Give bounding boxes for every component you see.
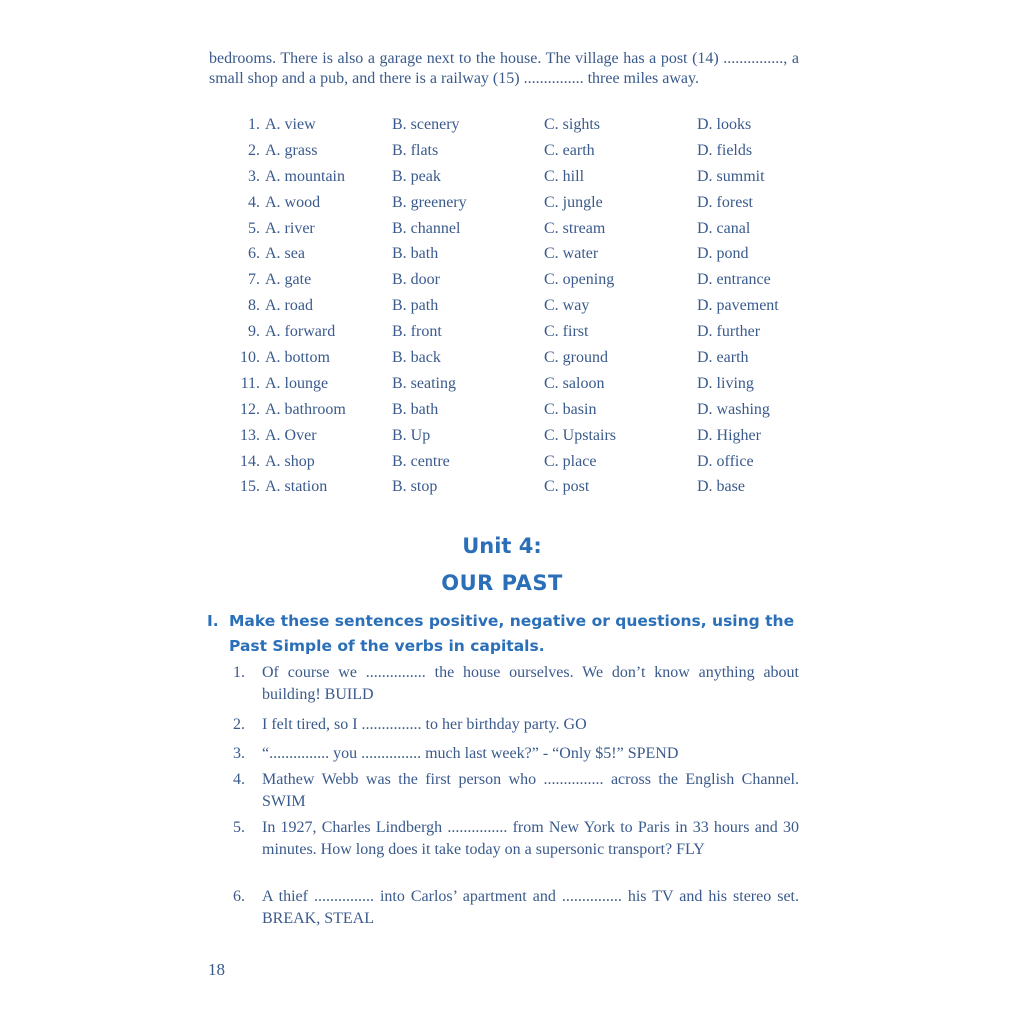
item-text: Of course we ............... the house ourselves. We don’t know anything about building! BUILD <box>262 664 799 703</box>
option-b: B. channel <box>392 219 461 237</box>
option-row <box>234 400 814 426</box>
option-number: 2. <box>248 141 260 159</box>
option-a: A. grass <box>265 141 318 159</box>
exercise-instruction-text: Make these sentences positive, negative or questions, using the Past Simple of the verbs in capitals. <box>229 612 795 655</box>
option-b: B. door <box>392 271 440 289</box>
unit-title: Unit 4: <box>462 534 542 558</box>
option-c: C. hill <box>544 167 585 185</box>
item-number: 6. <box>233 888 245 905</box>
option-c: C. opening <box>544 271 615 289</box>
option-d: D. canal <box>697 219 751 237</box>
answer-options-table <box>234 115 814 503</box>
option-number: 13. <box>240 426 260 444</box>
option-row <box>234 219 814 245</box>
option-row <box>234 322 814 348</box>
exercise-number: I. <box>207 612 219 630</box>
page-number: 18 <box>208 960 225 979</box>
option-row <box>234 426 814 452</box>
option-number: 11. <box>240 374 260 392</box>
option-number: 15. <box>240 478 260 496</box>
option-a: A. mountain <box>265 167 345 185</box>
option-c: C. earth <box>544 141 595 159</box>
option-d: D. base <box>697 478 745 496</box>
option-b: B. flats <box>392 141 439 159</box>
option-b: B. back <box>392 349 441 367</box>
option-c: C. basin <box>544 400 597 418</box>
option-a: A. road <box>265 297 313 315</box>
option-row <box>234 270 814 296</box>
option-row <box>234 477 814 503</box>
option-c: C. first <box>544 323 589 341</box>
option-b: B. stop <box>392 478 438 496</box>
option-d: D. entrance <box>697 271 771 289</box>
item-number: 2. <box>233 716 245 733</box>
item-number: 4. <box>233 771 245 788</box>
option-c: C. sights <box>544 116 601 133</box>
option-c: C. ground <box>544 349 608 367</box>
option-a: A. lounge <box>265 374 329 392</box>
option-number: 4. <box>248 193 260 211</box>
option-a: A. wood <box>265 193 321 211</box>
option-a: A. bottom <box>265 349 330 367</box>
item-text: “............... you ............... much last week?” - “Only $5!” SPEND <box>262 745 679 762</box>
option-c: C. place <box>544 452 597 470</box>
exercise-item <box>233 886 799 930</box>
option-d: D. earth <box>697 349 749 367</box>
option-b: B. peak <box>392 167 441 185</box>
option-d: D. pond <box>697 245 749 263</box>
option-b: B. path <box>392 297 439 315</box>
option-b: B. centre <box>392 452 450 470</box>
exercise-item <box>233 714 799 736</box>
item-number: 5. <box>233 819 245 836</box>
option-row <box>234 244 814 270</box>
option-b: B. Up <box>392 426 431 444</box>
item-number: 3. <box>233 745 245 762</box>
option-row <box>234 374 814 400</box>
option-d: D. fields <box>697 141 753 159</box>
option-a: A. view <box>265 116 316 133</box>
item-number: 1. <box>233 664 245 681</box>
exercise-item <box>233 662 799 706</box>
option-row <box>234 115 814 141</box>
option-a: A. shop <box>265 452 315 470</box>
option-c: C. water <box>544 245 599 263</box>
item-text: I felt tired, so I ............... to her birthday party. GO <box>262 716 587 733</box>
option-b: B. front <box>392 323 442 341</box>
option-number: 14. <box>240 452 260 470</box>
option-d: D. forest <box>697 193 753 211</box>
option-d: D. washing <box>697 400 770 418</box>
option-b: B. bath <box>392 400 439 418</box>
option-a: A. bathroom <box>265 400 346 418</box>
option-c: C. stream <box>544 219 606 237</box>
option-row <box>234 141 814 167</box>
option-a: A. Over <box>265 426 317 444</box>
option-row <box>234 452 814 478</box>
option-number: 10. <box>240 349 260 367</box>
option-a: A. forward <box>265 323 336 341</box>
unit-subtitle: OUR PAST <box>441 571 563 595</box>
option-c: C. jungle <box>544 193 603 211</box>
option-d: D. looks <box>697 116 752 133</box>
option-number: 5. <box>248 219 260 237</box>
option-number: 9. <box>248 323 260 341</box>
option-row <box>234 296 814 322</box>
intro-paragraph: bedrooms. There is also a garage next to the house. The village has a post (14) ..............., a small shop and a pub, and there is a railway (15) ............... three miles away. <box>209 50 799 87</box>
option-row <box>234 193 814 219</box>
option-c: C. saloon <box>544 374 605 392</box>
option-row <box>234 348 814 374</box>
option-a: A. station <box>265 478 328 496</box>
exercise-item <box>233 743 799 765</box>
option-a: A. sea <box>265 245 305 263</box>
option-c: C. way <box>544 297 590 315</box>
option-c: C. post <box>544 478 590 496</box>
option-b: B. bath <box>392 245 439 263</box>
option-d: D. living <box>697 374 754 392</box>
option-b: B. greenery <box>392 193 467 211</box>
option-c: C. Upstairs <box>544 426 616 444</box>
option-a: A. gate <box>265 271 312 289</box>
item-text: Mathew Webb was the first person who ............... across the English Channel. SWIM <box>262 771 799 810</box>
item-text: In 1927, Charles Lindbergh ............... from New York to Paris in 33 hours and 30 minutes. How long does it take today on a supersonic transport? FLY <box>262 819 799 858</box>
option-row <box>234 167 814 193</box>
option-number: 12. <box>240 400 260 418</box>
option-d: D. office <box>697 452 754 470</box>
option-number: 1. <box>248 116 260 133</box>
option-a: A. river <box>265 219 315 237</box>
exercise-instruction <box>207 609 807 659</box>
option-b: B. scenery <box>392 116 460 133</box>
item-text: A thief ............... into Carlos’ apartment and ............... his TV and his stereo set. BREAK, STEAL <box>262 888 799 927</box>
option-number: 7. <box>248 271 260 289</box>
option-b: B. seating <box>392 374 456 392</box>
exercise-item <box>233 769 799 813</box>
exercise-item <box>233 817 799 861</box>
option-number: 8. <box>248 297 260 315</box>
option-number: 6. <box>248 245 260 263</box>
option-d: D. summit <box>697 167 765 185</box>
option-d: D. pavement <box>697 297 779 315</box>
option-number: 3. <box>248 167 260 185</box>
option-d: D. further <box>697 323 761 341</box>
option-d: D. Higher <box>697 426 761 444</box>
